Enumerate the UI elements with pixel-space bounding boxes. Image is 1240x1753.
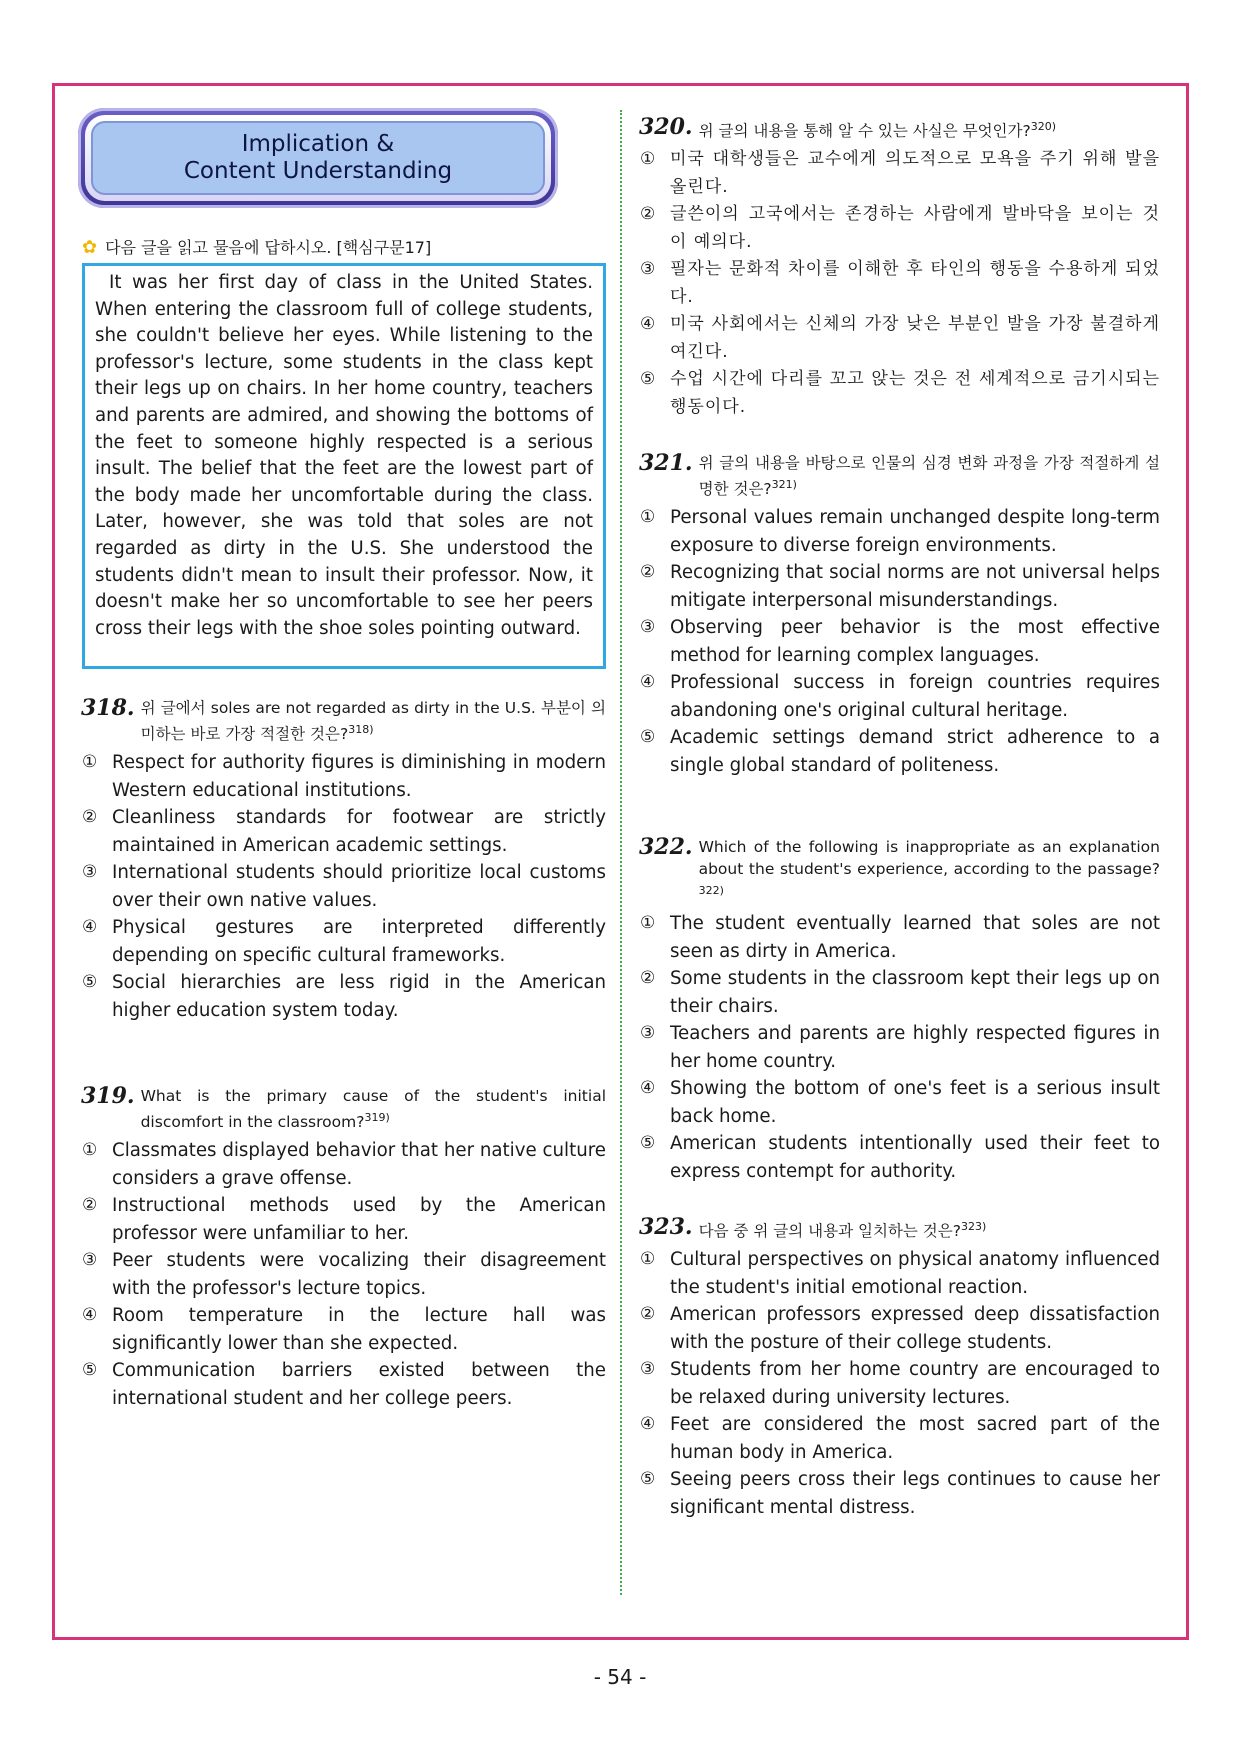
option-4[interactable]: ④ 미국 사회에서는 신체의 가장 낮은 부분인 발을 가장 불결하게 여긴다. (640, 314, 1160, 362)
question-number: 319. (81, 1083, 135, 1109)
option-2[interactable]: ② Recognizing that social norms are not universal helps mitigate interpersonal misunderstandings. (640, 562, 1160, 611)
question-number: 322. (639, 834, 693, 860)
option-2[interactable]: ② Some students in the classroom kept their legs up on their chairs. (640, 968, 1160, 1017)
option-5[interactable]: ⑤ Communication barriers existed between the international student and her college peers. (82, 1360, 606, 1409)
option-1[interactable]: ① The student eventually learned that soles are not seen as dirty in America. (640, 913, 1160, 962)
option-4[interactable]: ④ Professional success in foreign countries requires abandoning one's original cultural heritage. (640, 672, 1160, 721)
option-5[interactable]: ⑤ Academic settings demand strict adherence to a single global standard of politeness. (640, 727, 1160, 776)
question-number: 323. (639, 1214, 693, 1240)
option-1[interactable]: ① Personal values remain unchanged despite long-term exposure to diverse foreign environments. (640, 507, 1160, 556)
question-number: 318. (81, 695, 135, 721)
question-320 (640, 116, 1160, 421)
option-2[interactable]: ② Instructional methods used by the American professor were unfamiliar to her. (82, 1195, 606, 1244)
instruction (82, 238, 431, 258)
question-text: 위 글의 내용을 통해 알 수 있는 사실은 무엇인가? (698, 122, 1031, 141)
question-text: 다음 중 위 글의 내용과 일치하는 것은? (698, 1222, 961, 1241)
option-3[interactable]: ③ 필자는 문화적 차이를 이해한 후 타인의 행동을 수용하게 되었다. (640, 259, 1160, 307)
option-3[interactable]: ③ Students from her home country are encouraged to be relaxed during university lectures. (640, 1359, 1160, 1408)
footnote-ref: 318) (348, 723, 374, 736)
question-323 (640, 1216, 1160, 1521)
option-1[interactable]: ① Cultural perspectives on physical anatomy influenced the student's initial emotional reaction. (640, 1249, 1160, 1298)
option-list (82, 749, 606, 1024)
question-321 (640, 452, 1160, 779)
question-318 (82, 697, 606, 1024)
footnote-ref: 319) (364, 1111, 390, 1124)
option-list (640, 146, 1160, 421)
option-3[interactable]: ③ International students should prioritize local customs over their own native values. (82, 862, 606, 911)
column-divider (620, 110, 622, 1595)
question-text: 위 글에서 soles are not regarded as dirty in the U.S. 부분이 의미하는 바로 가장 적절한 것은? (140, 699, 606, 744)
footnote-ref: 323) (960, 1220, 987, 1233)
option-5[interactable]: ⑤ Social hierarchies are less rigid in the American higher education system today. (82, 972, 606, 1021)
footnote-ref: 322) (698, 884, 724, 897)
option-2[interactable]: ② American professors expressed deep dissatisfaction with the posture of their college students. (640, 1304, 1160, 1353)
option-1[interactable]: ① Respect for authority figures is diminishing in modern Western educational institutions. (82, 752, 606, 801)
instruction-text: 다음 글을 읽고 물음에 답하시오. [핵심구문17] (105, 238, 432, 257)
option-4[interactable]: ④ Showing the bottom of one's feet is a serious insult back home. (640, 1078, 1160, 1127)
question-text: What is the primary cause of the student's initial discomfort in the classroom? (140, 1087, 606, 1132)
footnote-ref: 321) (771, 478, 797, 491)
option-5[interactable]: ⑤ Seeing peers cross their legs continues to cause her significant mental distress. (640, 1469, 1160, 1518)
question-319 (82, 1085, 606, 1412)
option-4[interactable]: ④ Room temperature in the lecture hall was significantly lower than she expected. (82, 1305, 606, 1354)
option-3[interactable]: ③ Teachers and parents are highly respected figures in her home country. (640, 1023, 1160, 1072)
option-list (640, 1246, 1160, 1521)
question-text: Which of the following is inappropriate as an explanation about the student's experience, according to the passage? (698, 838, 1160, 878)
question-322 (640, 836, 1160, 1185)
question-number: 320. (639, 114, 693, 140)
option-4[interactable]: ④ Physical gestures are interpreted differently depending on specific cultural frameworks. (82, 917, 606, 966)
option-1[interactable]: ① Classmates displayed behavior that her native culture considers a grave offense. (82, 1140, 606, 1189)
section-title-badge (78, 108, 558, 208)
option-2[interactable]: ② 글쓴이의 고국에서는 존경하는 사람에게 발바닥을 보이는 것이 예의다. (640, 204, 1160, 252)
section-title-line1: Implication & (241, 131, 395, 157)
option-5[interactable]: ⑤ American students intentionally used their feet to express contempt for authority. (640, 1133, 1160, 1182)
flower-bullet-icon: ✿ (82, 237, 98, 258)
option-2[interactable]: ② Cleanliness standards for footwear are strictly maintained in American academic settings. (82, 807, 606, 856)
option-list (640, 504, 1160, 779)
option-list (640, 910, 1160, 1185)
question-text: 위 글의 내용을 바탕으로 인물의 심경 변화 과정을 가장 적절하게 설명한 것은? (698, 454, 1160, 499)
page-number: - 54 - (593, 1665, 647, 1689)
option-3[interactable]: ③ Peer students were vocalizing their disagreement with the professor's lecture topics. (82, 1250, 606, 1299)
option-5[interactable]: ⑤ 수업 시간에 다리를 꼬고 앉는 것은 전 세계적으로 금기시되는 행동이다. (640, 369, 1160, 417)
question-number: 321. (639, 450, 693, 476)
footnote-ref: 320) (1030, 120, 1057, 133)
option-list (82, 1137, 606, 1412)
passage-text: It was her first day of class in the United States. When entering the classroom full of college students, she couldn't believe her eyes. While listening to the professor's lecture, some students in the class kept their legs up on chairs. In her home country, teachers and parents are admired, and showing the bottoms of the feet to someone highly respected is a serious insult. The belief that the feet are the lowest part of the body made her uncomfortable during the class. Later, however, she was told that soles are not regarded as dirty in the U.S. She understood the students didn't mean to insult their professor. Now, it doesn't make her so uncomfortable to see her peers cross their legs with the shoe soles pointing outward. (95, 272, 593, 639)
option-3[interactable]: ③ Observing peer behavior is the most effective method for learning complex languages. (640, 617, 1160, 666)
option-4[interactable]: ④ Feet are considered the most sacred part of the human body in America. (640, 1414, 1160, 1463)
section-title-line2: Content Understanding (183, 158, 453, 184)
option-1[interactable]: ① 미국 대학생들은 교수에게 의도적으로 모욕을 주기 위해 발을 올린다. (640, 149, 1160, 197)
reading-passage (82, 263, 606, 669)
